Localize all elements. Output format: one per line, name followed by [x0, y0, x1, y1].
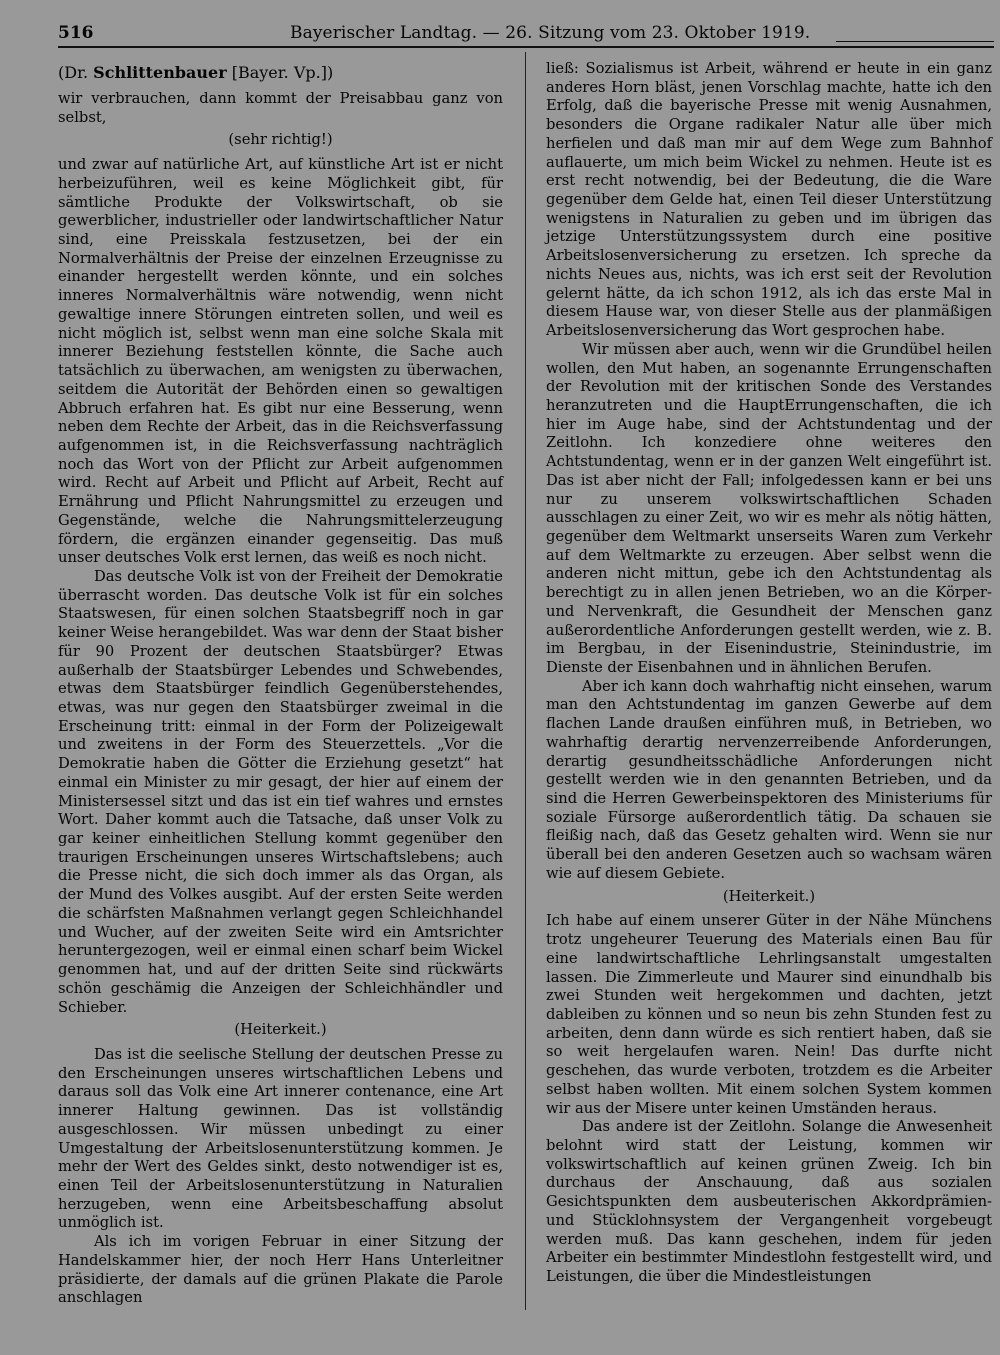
paragraph: Als ich im vorigen Februar in einer Sitzung der Handelskammer hier, der noch Herr Hans Unterleitner präsidierte, der damals auf die grünen Plakate die Parole anschlagen: [58, 1233, 503, 1307]
speaker-line: [58, 60, 503, 86]
interjection: (Heiterkeit.): [722, 887, 816, 905]
left-column: [58, 60, 503, 1308]
paragraph: Das andere ist der Zeitlohn. Solange die Anwesenheit belohnt wird statt der Leistung, kommen wir volkswirtschaftlich auf keinen grünen Zweig. Ich bin durchaus der Anschauung, daß aus sozialen Gesichtspunkten dem ausbeuterischen Akkordprämien- und Stücklohnsystem der Vergangenheit vorgebeugt werden muß. Das kann geschehen, indem für jeden Arbeiter ein bestimmter Mindestlohn festgestellt wird, und Leistungen, die über die Mindestleistungen: [546, 1118, 992, 1285]
paragraph: wir verbrauchen, dann kommt der Preisabbau ganz von selbst,: [58, 90, 503, 126]
paragraph: ließ: Sozialismus ist Arbeit, während er heute in ein ganz anderes Horn bläst, jenen Vorschlag machte, hatte ich den Erfolg, daß die bayerische Presse mit wenig Ausnahmen, besonders die Organe radikaler Natur alle über mich herfielen und daß man mir auf dem Wege zum Bahnhof auflauerte, um mich beim Wickel zu nehmen. Heute ist es erst recht notwendig, bei der Bedeutung, die die Ware gegenüber dem Gelde hat, einen Teil dieser Unterstützung wenigstens in Naturalien zu geben und im übrigen das jetzige Unterstützungssystem durch eine positive Arbeitslosenversicherung zu ersetzen. Ich spreche da nichts Neues aus, nichts, was ich erst seit der Revolution gelernt hätte, da ich schon 1912, als ich das erste Mal in diesem Hause war, von dieser Stelle aus der planmäßigen Arbeitslosenversicherung das Wort gesprochen habe.: [546, 60, 992, 340]
paragraph: Aber ich kann doch wahrhaftig nicht einsehen, warum man den Achtstundentag im ganzen Gewerbe auf dem flachen Lande draußen einführen muß, in Betrieben, wo wahrhaftig derartig nervenzerreibende Anforderungen, derartig gesundheitsschädliche Anforderungen nicht gestellt werden wie in den genannten Betrieben, und da sind die Herren Gewerbeinspektoren des Ministeriums für soziale Fürsorge außerordentlich tätig. Da schauen sie fleißig nach, daß das Gesetz gehalten wird. Wenn sie nur überall bei den anderen Gesetzen auch so wachsam wären wie auf diesem Gebiete.: [546, 677, 992, 882]
paragraph: Wir müssen aber auch, wenn wir die Grundübel heilen wollen, den Mut haben, an sogenannte Errungenschaften der Revolution mit der kritischen Sonde des Verstandes heranzutreten und die HauptErrungenschaften, die ich hier im Auge habe, sind der Achtstundentag und der Zeitlohn. Ich konzediere ohne weiteres den Achtstundentag, wenn er in der ganzen Welt eingeführt ist. Das ist aber nicht der Fall; infolgedessen kann er bei uns nur zu unserem volkswirtschaftlichen Schaden ausschlagen zu einer Zeit, wo wir es mehr als nötig hätten, gegenüber dem Weltmarkt unserseits Waren zum Verkehr auf dem Weltmarkte zu erzeugen. Aber selbst wenn die anderen nicht mittun, gebe ich den Achtstundentag als berechtigt zu in allen jenen Betrieben, wo an die Körper- und Nervenkraft, die Gesundheit der Menschen ganz außerordentliche Anforderungen gestellt werden, wie z. B. im Bergbau, in der Eisenindustrie, Steinindustrie, im Dienste der Eisenbahnen und in ähnlichen Berufen.: [546, 340, 992, 676]
right-column: [546, 60, 992, 1287]
header-short-rule: [836, 41, 994, 42]
header-rule: [58, 46, 994, 48]
paragraph: und zwar auf natürliche Art, auf künstliche Art ist er nicht herbeizuführen, weil es keine Möglichkeit gibt, für sämtliche Produkte der Volkswirtschaft, ob sie gewerblicher, industrieller oder landwirtschaftlicher Natur sind, eine Preisskala festzusetzen, bei der ein Normalverhältnis der Preise der einzelnen Erzeugnisse zu einander hergestellt werden könnte, und ein solches inneres Normalverhältnis wäre notwendig, wenn nicht gewaltige innere Störungen eintreten sollen, und weil es nicht möglich ist, selbst wenn man eine solche Skala mit innerer Beziehung feststellen könnte, die Sache auch tatsächlich zu überwachen, am wenigsten zu überwachen, seitdem die Autorität der Behörden einen so gewaltigen Abbruch erfahren hat. Es gibt nur eine Besserung, wenn neben dem Rechte der Arbeit, das in die Reichsverfassung aufgenommen ist, in die Reichsverfassung nachträglich noch das Wort von der Pflicht zur Arbeit aufgenommen wird. Recht auf Arbeit und Pflicht auf Arbeit, Recht auf Ernährung und Pflicht Nahrungsmittel zu erzeugen und Gegenstände, welche die Nahrungsmittelerzeugung fördern, die ergänzen einander gegenseitig. Das muß unser deutsches Volk erst lernen, das weiß es noch nicht.: [58, 156, 503, 567]
paragraph: Das ist die seelische Stellung der deutschen Presse zu den Erscheinungen unseres wirtschaftlichen Lebens und daraus soll das Volk eine Art innerer contenance, eine Art innerer Haltung gewinnen. Das ist vollständig ausgeschlossen. Wir müssen unbedingt zu einer Umgestaltung der Arbeitslosenunterstützung kommen. Je mehr der Wert des Geldes sinkt, desto notwendiger ist es, einen Teil der Arbeitslosenunterstützung in Naturalien herzugeben, wenn eine Arbeitsbeschaffung absolut unmöglich ist.: [58, 1045, 503, 1232]
speaker-party: [Bayer. Vp.]): [226, 63, 334, 82]
page-header: [58, 22, 994, 48]
speaker-name: Schlittenbauer: [93, 63, 227, 82]
interjection: (Heiterkeit.): [234, 1021, 327, 1039]
page-number: 516: [58, 23, 94, 43]
column-divider: [525, 52, 526, 1310]
paragraph: Das deutsche Volk ist von der Freiheit der Demokratie überrascht worden. Das deutsche Volk ist für ein solches Staatswesen, für einen solchen Staatsbegriff noch in gar keiner Weise herangebildet. Was war denn der Staat bisher für 90 Prozent der deutschen Staatsbürger? Etwas außerhalb der Staatsbürger Lebendes und Schwebendes, etwas dem Staatsbürger feindlich Gegenüberstehendes, etwas, was nur gegen den Staatsbürger zweimal in die Erscheinung tritt: einmal in der Form der Polizeigewalt und zweitens in der Form des Steuerzettels. „Vor die Demokratie haben die Götter die Erziehung gesetzt“ hat einmal ein Minister zu mir gesagt, der hier auf einem der Ministersessel sitzt und das ist ein tief wahres und ernstes Wort. Daher kommt auch die Tatsache, daß unser Volk zu gar keiner einheitlichen Stellung kommt gegenüber den traurigen Erscheinungen unseres Wirtschaftslebens; auch die Presse nicht, die sich doch immer als das Organ, als der Mund des Volkes ausgibt. Auf der ersten Seite werden die schärfsten Maßnahmen verlangt gegen Schleichhandel und Wucher, auf der zweiten Seite wird ein Amtsrichter heruntergezogen, weil er einmal einen scharf beim Wickel genommen hat, und auf der dritten Seite sind rückwärts schön geschämig die Anzeigen der Schleichhändler und Schieber.: [58, 567, 503, 1016]
interjection: (sehr richtig!): [228, 131, 333, 149]
speaker-open: (Dr.: [58, 63, 94, 82]
running-title: Bayerischer Landtag. — 26. Sitzung vom 23. Oktober 1919.: [290, 23, 811, 43]
paragraph: Ich habe auf einem unserer Güter in der Nähe Münchens trotz ungeheurer Teuerung des Materials einen Bau für eine landwirtschaftliche Lehrlingsanstalt umgestalten lassen. Die Zimmerleute und Maurer sind einundhalb bis zwei Stunden weit hergekommen und dachten, jetzt dableiben zu können und so neun bis zehn Stunden fest zu arbeiten, denn dann würde es sich rentiert haben, daß sie so weit hergelaufen waren. Nein! Das durfte nicht geschehen, das wurde verboten, trotzdem es die Arbeiter selbst haben wollten. Mit einem solchen System kommen wir aus der Misere unter keinen Umständen heraus.: [546, 912, 992, 1117]
